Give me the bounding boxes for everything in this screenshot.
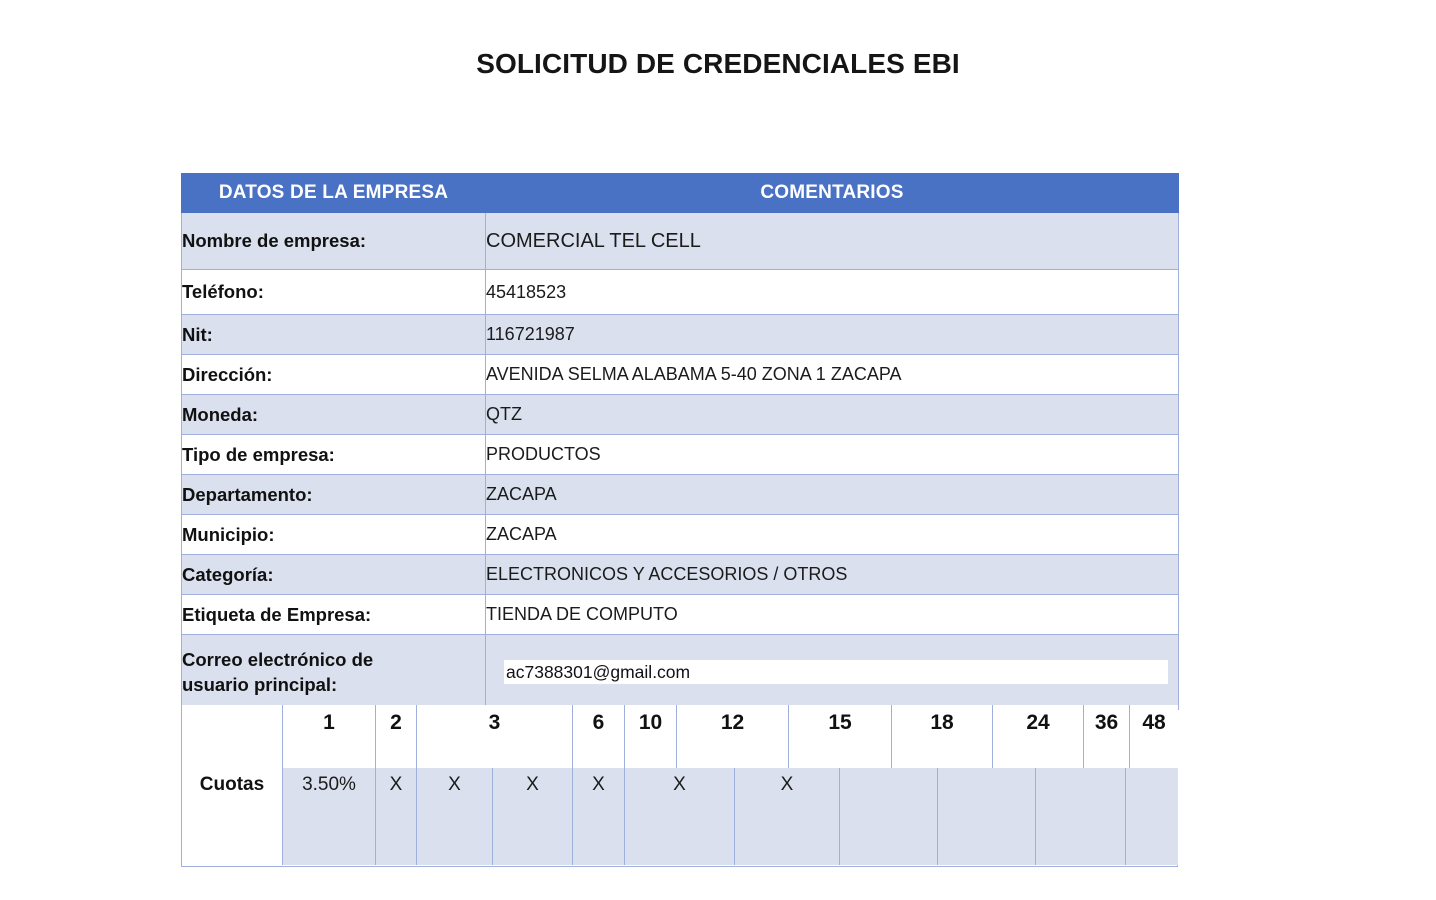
row-label-nit: Nit: (182, 315, 486, 355)
cuotas-grid (283, 705, 1177, 865)
row-label-municipio: Municipio: (182, 515, 486, 555)
cuotas-col-10: 10 (625, 705, 677, 768)
cuotas-header-row (283, 705, 1177, 769)
row-value-moneda: QTZ (486, 395, 1179, 435)
row-value-nit: 116721987 (486, 315, 1179, 355)
page-title: SOLICITUD DE CREDENCIALES EBI (476, 48, 960, 79)
table-row (182, 395, 1179, 435)
row-value-direccion: AVENIDA SELMA ALABAMA 5-40 ZONA 1 ZACAPA (486, 355, 1179, 395)
email-field-wrapper (486, 635, 1178, 709)
cuotas-value-3[interactable]: X (417, 768, 493, 865)
table-row-email (182, 635, 1179, 710)
table-row (182, 595, 1179, 635)
cuotas-label: Cuotas (182, 705, 283, 865)
row-label-categoria: Categoría: (182, 555, 486, 595)
cuotas-col-2: 2 (376, 705, 417, 768)
cuotas-value-36[interactable] (1036, 768, 1126, 865)
company-data-table (181, 173, 1179, 710)
cuotas-col-48: 48 (1130, 705, 1178, 768)
row-value-departamento: ZACAPA (486, 475, 1179, 515)
row-label-nombre-de-empresa: Nombre de empresa: (182, 213, 486, 270)
header-comentarios: COMENTARIOS (486, 174, 1179, 213)
table-row (182, 213, 1179, 270)
row-label-correo-line2: usuario principal: (182, 674, 338, 695)
table-row (182, 435, 1179, 475)
cuotas-value-1[interactable]: 3.50% (283, 768, 376, 865)
cuotas-col-36: 36 (1084, 705, 1130, 768)
row-value-municipio: ZACAPA (486, 515, 1179, 555)
cuotas-values-row (283, 768, 1177, 865)
table-row (182, 515, 1179, 555)
row-value-correo-electronico-cell (486, 635, 1179, 710)
email-field[interactable]: ac7388301@gmail.com (504, 660, 1168, 684)
table-row (182, 355, 1179, 395)
cuotas-col-18: 18 (892, 705, 993, 768)
row-label-telefono: Teléfono: (182, 270, 486, 315)
cuotas-value-2[interactable]: X (376, 768, 417, 865)
row-label-etiqueta-de-empresa: Etiqueta de Empresa: (182, 595, 486, 635)
table-row (182, 270, 1179, 315)
table-row (182, 555, 1179, 595)
cuotas-value-24[interactable] (938, 768, 1036, 865)
cuotas-col-3: 3 (417, 705, 573, 768)
cuotas-col-1: 1 (283, 705, 376, 768)
row-label-moneda: Moneda: (182, 395, 486, 435)
row-value-telefono: 45418523 (486, 270, 1179, 315)
row-value-tipo-de-empresa: PRODUCTOS (486, 435, 1179, 475)
row-label-correo-line1: Correo electrónico de (182, 649, 374, 670)
cuotas-col-6: 6 (573, 705, 625, 768)
cuotas-value-48[interactable] (1126, 768, 1178, 865)
row-label-departamento: Departamento: (182, 475, 486, 515)
cuotas-col-24: 24 (993, 705, 1084, 768)
cuotas-col-12: 12 (677, 705, 789, 768)
row-label-tipo-de-empresa: Tipo de empresa: (182, 435, 486, 475)
table-header-row (182, 174, 1179, 213)
row-label-correo-electronico (182, 635, 486, 710)
table-row (182, 475, 1179, 515)
cuotas-value-15[interactable]: X (735, 768, 840, 865)
cuotas-value-18[interactable] (840, 768, 938, 865)
cuotas-value-10[interactable]: X (573, 768, 625, 865)
cuotas-section (181, 705, 1178, 867)
cuotas-col-15: 15 (789, 705, 892, 768)
row-value-etiqueta-de-empresa: TIENDA DE COMPUTO (486, 595, 1179, 635)
table-row (182, 315, 1179, 355)
row-label-direccion: Dirección: (182, 355, 486, 395)
cuotas-value-12[interactable]: X (625, 768, 735, 865)
header-datos-de-la-empresa: DATOS DE LA EMPRESA (182, 174, 486, 213)
cuotas-value-6[interactable]: X (493, 768, 573, 865)
row-value-categoria: ELECTRONICOS Y ACCESORIOS / OTROS (486, 555, 1179, 595)
row-value-nombre-de-empresa: COMERCIAL TEL CELL (486, 213, 1179, 270)
